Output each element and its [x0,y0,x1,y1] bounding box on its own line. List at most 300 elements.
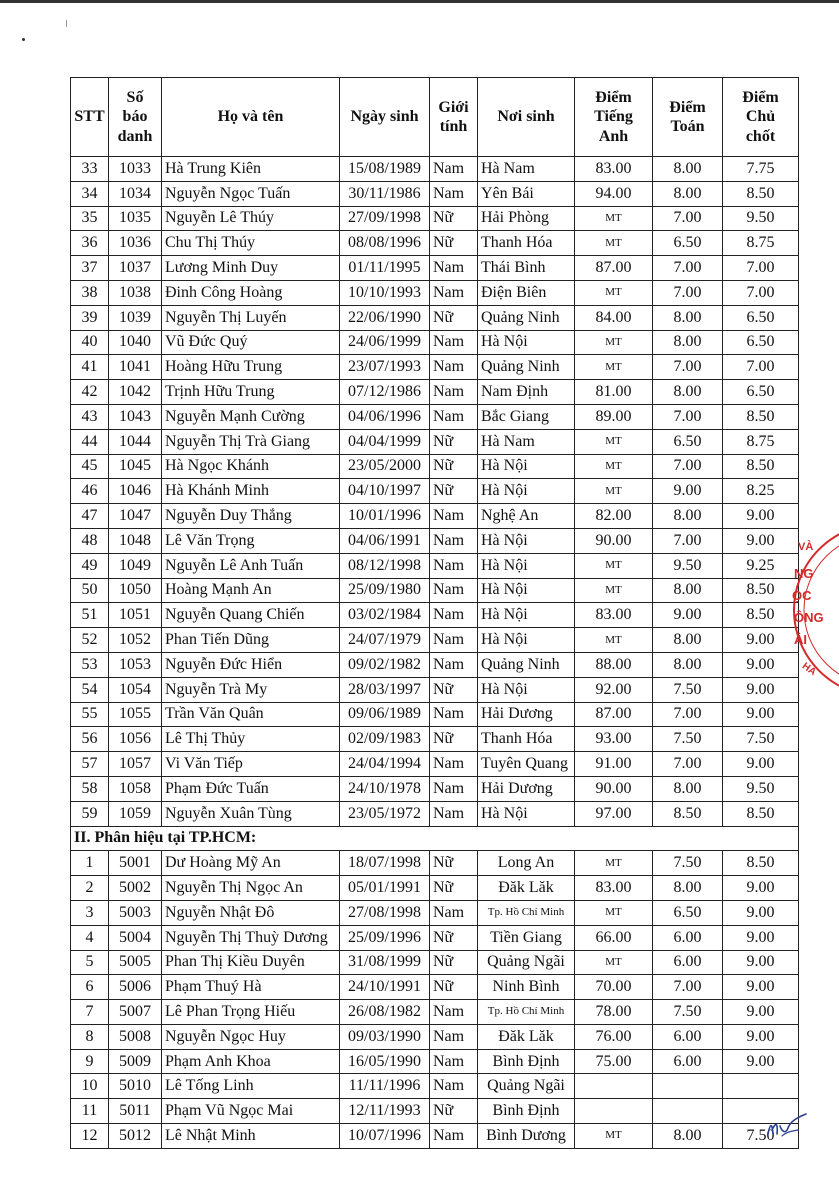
cell-math: 7.00 [653,975,723,1000]
table-body [71,157,799,1149]
cell-core: 9.00 [723,504,799,529]
cell-english: MT [575,280,653,305]
cell-english: MT [575,429,653,454]
cell-core [723,1074,799,1099]
cell-gender: Nam [430,776,478,801]
cell-dob: 23/05/2000 [340,454,430,479]
cell-sbd: 1050 [109,578,162,603]
table-row [71,1049,799,1074]
cell-pob: Hải Dương [478,702,575,727]
cell-core: 8.50 [723,603,799,628]
cell-dob: 08/12/1998 [340,553,430,578]
table-row [71,256,799,281]
cell-sbd: 1033 [109,157,162,182]
cell-dob: 02/09/1983 [340,727,430,752]
cell-english: MT [575,1124,653,1149]
cell-stt: 11 [71,1099,109,1124]
cell-stt: 55 [71,702,109,727]
cell-dob: 10/10/1993 [340,280,430,305]
cell-stt: 44 [71,429,109,454]
cell-pob: Yên Bái [478,181,575,206]
cell-dob: 24/10/1978 [340,776,430,801]
cell-english: MT [575,355,653,380]
cell-core: 9.00 [723,677,799,702]
cell-core: 6.50 [723,380,799,405]
cell-pob: Quảng Ninh [478,652,575,677]
table-row [71,206,799,231]
cell-dob: 09/06/1989 [340,702,430,727]
cell-gender: Nữ [430,876,478,901]
cell-gender: Nữ [430,975,478,1000]
cell-name: Hoàng Mạnh An [162,578,340,603]
cell-pob: Hà Nội [478,330,575,355]
cell-sbd: 1035 [109,206,162,231]
table-row [71,479,799,504]
cell-dob: 24/04/1994 [340,752,430,777]
cell-dob: 11/11/1996 [340,1074,430,1099]
cell-english [575,1074,653,1099]
cell-core: 9.00 [723,652,799,677]
cell-name: Đinh Công Hoàng [162,280,340,305]
cell-math: 9.00 [653,479,723,504]
cell-pob: Hà Nội [478,479,575,504]
cell-sbd: 1054 [109,677,162,702]
cell-math: 7.00 [653,280,723,305]
table-row [71,801,799,826]
cell-math: 7.00 [653,454,723,479]
cell-english: 83.00 [575,876,653,901]
cell-dob: 22/06/1990 [340,305,430,330]
cell-gender: Nam [430,355,478,380]
cell-name: Nguyễn Thị Trà Giang [162,429,340,454]
cell-core: 9.00 [723,1000,799,1025]
cell-sbd: 1039 [109,305,162,330]
cell-math: 6.50 [653,429,723,454]
table-row [71,603,799,628]
cell-core: 8.50 [723,181,799,206]
table-row [71,925,799,950]
cell-dob: 27/09/1998 [340,206,430,231]
cell-english: MT [575,330,653,355]
cell-pob: Hải Phòng [478,206,575,231]
cell-english [575,1099,653,1124]
cell-gender: Nữ [430,1099,478,1124]
cell-sbd: 1058 [109,776,162,801]
cell-gender: Nam [430,1124,478,1149]
cell-english: 91.00 [575,752,653,777]
cell-math: 8.00 [653,1124,723,1149]
cell-english: 81.00 [575,380,653,405]
cell-math: 9.00 [653,603,723,628]
cell-core: 9.00 [723,975,799,1000]
cell-name: Nguyễn Ngọc Huy [162,1024,340,1049]
cell-math [653,1074,723,1099]
cell-dob: 28/03/1997 [340,677,430,702]
cell-pob: Tp. Hồ Chí Minh [478,900,575,925]
table-row [71,876,799,901]
cell-pob: Long An [478,851,575,876]
cell-english: MT [575,950,653,975]
cell-english: 94.00 [575,181,653,206]
table-row [71,305,799,330]
cell-core: 9.00 [723,528,799,553]
section-row [71,826,799,851]
cell-pob: Hà Nội [478,528,575,553]
cell-pob: Hà Nội [478,454,575,479]
header-pob: Nơi sinh [478,78,575,157]
cell-english: 90.00 [575,776,653,801]
cell-sbd: 1040 [109,330,162,355]
cell-pob: Tiền Giang [478,925,575,950]
cell-pob: Hà Nam [478,157,575,182]
header-gender: Giới tính [430,78,478,157]
cell-sbd: 5010 [109,1074,162,1099]
red-seal-stamp [788,520,839,700]
cell-math: 7.00 [653,256,723,281]
cell-math: 7.00 [653,702,723,727]
cell-sbd: 5012 [109,1124,162,1149]
cell-stt: 38 [71,280,109,305]
table-row [71,702,799,727]
cell-name: Nguyễn Ngọc Tuấn [162,181,340,206]
cell-stt: 10 [71,1074,109,1099]
cell-math: 7.00 [653,355,723,380]
table-row [71,851,799,876]
cell-sbd: 1038 [109,280,162,305]
cell-core: 9.00 [723,900,799,925]
cell-gender: Nam [430,652,478,677]
cell-pob: Thanh Hóa [478,231,575,256]
cell-sbd: 1042 [109,380,162,405]
handwritten-initials-icon [762,1112,812,1142]
cell-name: Dư Hoàng Mỹ An [162,851,340,876]
cell-dob: 18/07/1998 [340,851,430,876]
cell-pob: Đăk Lăk [478,876,575,901]
cell-dob: 24/07/1979 [340,628,430,653]
cell-dob: 04/06/1991 [340,528,430,553]
cell-stt: 33 [71,157,109,182]
cell-name: Hà Khánh Minh [162,479,340,504]
svg-text:VÀ: VÀ [798,541,814,553]
cell-pob: Bắc Giang [478,404,575,429]
cell-dob: 24/06/1999 [340,330,430,355]
header-core: Điểm Chủ chốt [723,78,799,157]
cell-gender: Nữ [430,206,478,231]
cell-math: 8.00 [653,504,723,529]
cell-name: Lê Nhật Minh [162,1124,340,1149]
cell-pob: Hà Nội [478,553,575,578]
cell-core: 8.50 [723,404,799,429]
cell-name: Nguyễn Trà My [162,677,340,702]
cell-name: Trịnh Hữu Trung [162,380,340,405]
cell-stt: 49 [71,553,109,578]
cell-core: 8.50 [723,851,799,876]
cell-math: 8.00 [653,330,723,355]
cell-core: 7.50 [723,1124,799,1149]
cell-sbd: 5005 [109,950,162,975]
cell-dob: 04/10/1997 [340,479,430,504]
cell-stt: 56 [71,727,109,752]
cell-core: 8.75 [723,429,799,454]
cell-name: Vũ Đức Quý [162,330,340,355]
cell-pob: Điện Biên [478,280,575,305]
table-row [71,677,799,702]
cell-core: 8.75 [723,231,799,256]
cell-core: 9.00 [723,876,799,901]
page-top-border [0,0,839,3]
header-stt: STT [71,78,109,157]
cell-pob: Tp. Hồ Chí Minh [478,1000,575,1025]
cell-name: Lương Minh Duy [162,256,340,281]
section-title: II. Phân hiệu tại TP.HCM: [71,826,799,851]
cell-gender: Nam [430,404,478,429]
cell-english: 87.00 [575,702,653,727]
cell-core: 9.00 [723,1024,799,1049]
cell-sbd: 5007 [109,1000,162,1025]
cell-math: 8.00 [653,157,723,182]
cell-english: 83.00 [575,157,653,182]
cell-english: 90.00 [575,528,653,553]
cell-sbd: 1048 [109,528,162,553]
cell-core: 7.50 [723,727,799,752]
cell-name: Lê Thị Thủy [162,727,340,752]
cell-english: MT [575,479,653,504]
cell-pob: Ninh Bình [478,975,575,1000]
cell-english: 78.00 [575,1000,653,1025]
cell-pob: Hà Nam [478,429,575,454]
cell-stt: 8 [71,1024,109,1049]
table-row [71,429,799,454]
scan-speck [22,38,25,41]
cell-english: 75.00 [575,1049,653,1074]
cell-pob: Tuyên Quang [478,752,575,777]
cell-pob: Quảng Ngãi [478,1074,575,1099]
cell-gender: Nam [430,702,478,727]
cell-pob: Nam Định [478,380,575,405]
cell-stt: 48 [71,528,109,553]
table-row [71,900,799,925]
cell-english: 84.00 [575,305,653,330]
cell-core: 9.25 [723,553,799,578]
cell-stt: 54 [71,677,109,702]
cell-pob: Hà Nội [478,628,575,653]
cell-gender: Nữ [430,429,478,454]
table-row [71,950,799,975]
cell-english: MT [575,628,653,653]
table-row [71,404,799,429]
cell-gender: Nam [430,900,478,925]
cell-core: 8.50 [723,454,799,479]
cell-core: 8.50 [723,578,799,603]
cell-gender: Nam [430,553,478,578]
cell-name: Trần Văn Quân [162,702,340,727]
cell-dob: 04/04/1999 [340,429,430,454]
cell-pob: Hải Dương [478,776,575,801]
cell-pob: Hà Nội [478,677,575,702]
cell-math: 8.00 [653,578,723,603]
cell-math: 8.00 [653,380,723,405]
cell-dob: 03/02/1984 [340,603,430,628]
cell-dob: 07/12/1986 [340,380,430,405]
table-row [71,776,799,801]
cell-stt: 3 [71,900,109,925]
cell-gender: Nam [430,1074,478,1099]
cell-core: 9.00 [723,925,799,950]
cell-english: 87.00 [575,256,653,281]
cell-math: 6.00 [653,1024,723,1049]
cell-core: 6.50 [723,305,799,330]
cell-core: 9.00 [723,950,799,975]
cell-stt: 53 [71,652,109,677]
cell-gender: Nữ [430,950,478,975]
cell-stt: 2 [71,876,109,901]
cell-dob: 08/08/1996 [340,231,430,256]
cell-math: 7.50 [653,677,723,702]
table-row [71,454,799,479]
cell-gender: Nam [430,528,478,553]
cell-math: 7.00 [653,752,723,777]
cell-gender: Nữ [430,851,478,876]
cell-sbd: 5001 [109,851,162,876]
cell-sbd: 1059 [109,801,162,826]
cell-pob: Hà Nội [478,801,575,826]
cell-gender: Nam [430,504,478,529]
cell-math: 8.00 [653,876,723,901]
cell-pob: Hà Nội [478,578,575,603]
cell-core: 7.00 [723,355,799,380]
cell-name: Hà Ngọc Khánh [162,454,340,479]
table-row [71,553,799,578]
cell-pob: Bình Định [478,1099,575,1124]
cell-name: Nguyễn Lê Anh Tuấn [162,553,340,578]
cell-gender: Nữ [430,479,478,504]
table-row [71,1024,799,1049]
cell-stt: 46 [71,479,109,504]
table-row [71,528,799,553]
cell-pob: Nghệ An [478,504,575,529]
header-dob: Ngày sinh [340,78,430,157]
cell-english: MT [575,553,653,578]
cell-stt: 6 [71,975,109,1000]
cell-english: 89.00 [575,404,653,429]
cell-stt: 47 [71,504,109,529]
cell-name: Lê Phan Trọng Hiếu [162,1000,340,1025]
cell-dob: 16/05/1990 [340,1049,430,1074]
cell-pob: Thanh Hóa [478,727,575,752]
cell-english: MT [575,900,653,925]
cell-english: MT [575,454,653,479]
cell-sbd: 5006 [109,975,162,1000]
cell-dob: 23/07/1993 [340,355,430,380]
cell-name: Lê Văn Trọng [162,528,340,553]
cell-name: Nguyễn Mạnh Cường [162,404,340,429]
cell-core: 9.50 [723,776,799,801]
cell-stt: 35 [71,206,109,231]
cell-name: Nguyễn Thị Ngọc An [162,876,340,901]
cell-name: Lê Tống Linh [162,1074,340,1099]
cell-sbd: 5009 [109,1049,162,1074]
cell-gender: Nam [430,1024,478,1049]
cell-dob: 31/08/1999 [340,950,430,975]
cell-stt: 52 [71,628,109,653]
cell-stt: 37 [71,256,109,281]
cell-gender: Nam [430,380,478,405]
cell-sbd: 1036 [109,231,162,256]
cell-pob: Quảng Ninh [478,305,575,330]
cell-gender: Nam [430,181,478,206]
cell-english: 76.00 [575,1024,653,1049]
cell-sbd: 1057 [109,752,162,777]
scan-mark [66,20,67,27]
cell-gender: Nam [430,801,478,826]
cell-dob: 05/01/1991 [340,876,430,901]
cell-english: 83.00 [575,603,653,628]
cell-sbd: 1052 [109,628,162,653]
cell-stt: 34 [71,181,109,206]
cell-gender: Nam [430,330,478,355]
cell-gender: Nữ [430,231,478,256]
cell-stt: 1 [71,851,109,876]
cell-dob: 23/05/1972 [340,801,430,826]
cell-english: MT [575,206,653,231]
cell-gender: Nam [430,256,478,281]
cell-stt: 7 [71,1000,109,1025]
cell-dob: 25/09/1996 [340,925,430,950]
cell-math: 8.00 [653,652,723,677]
cell-pob: Bình Dương [478,1124,575,1149]
cell-name: Nguyễn Xuân Tùng [162,801,340,826]
cell-name: Hoàng Hữu Trung [162,355,340,380]
cell-name: Phan Thị Kiều Duyên [162,950,340,975]
cell-sbd: 1055 [109,702,162,727]
cell-pob: Thái Bình [478,256,575,281]
cell-sbd: 1041 [109,355,162,380]
cell-core: 9.00 [723,752,799,777]
cell-math: 6.00 [653,1049,723,1074]
cell-dob: 10/01/1996 [340,504,430,529]
cell-english: MT [575,231,653,256]
cell-sbd: 1046 [109,479,162,504]
cell-math: 7.50 [653,851,723,876]
cell-stt: 50 [71,578,109,603]
cell-dob: 04/06/1996 [340,404,430,429]
cell-name: Nguyễn Quang Chiến [162,603,340,628]
cell-gender: Nam [430,752,478,777]
table-row [71,231,799,256]
cell-dob: 26/08/1982 [340,1000,430,1025]
cell-name: Nguyễn Lê Thúy [162,206,340,231]
table-row [71,578,799,603]
cell-name: Phan Tiến Dũng [162,628,340,653]
cell-english: 66.00 [575,925,653,950]
cell-stt: 5 [71,950,109,975]
cell-name: Nguyễn Nhật Đô [162,900,340,925]
cell-name: Hà Trung Kiên [162,157,340,182]
cell-name: Nguyễn Đức Hiển [162,652,340,677]
cell-stt: 40 [71,330,109,355]
cell-math [653,1099,723,1124]
cell-stt: 41 [71,355,109,380]
svg-text:HÀ: HÀ [799,660,819,679]
cell-name: Phạm Đức Tuấn [162,776,340,801]
table-row [71,504,799,529]
cell-english: MT [575,578,653,603]
table-row [71,1074,799,1099]
cell-sbd: 5008 [109,1024,162,1049]
cell-pob: Quảng Ngãi [478,950,575,975]
cell-gender: Nữ [430,305,478,330]
header-math: Điểm Toán [653,78,723,157]
